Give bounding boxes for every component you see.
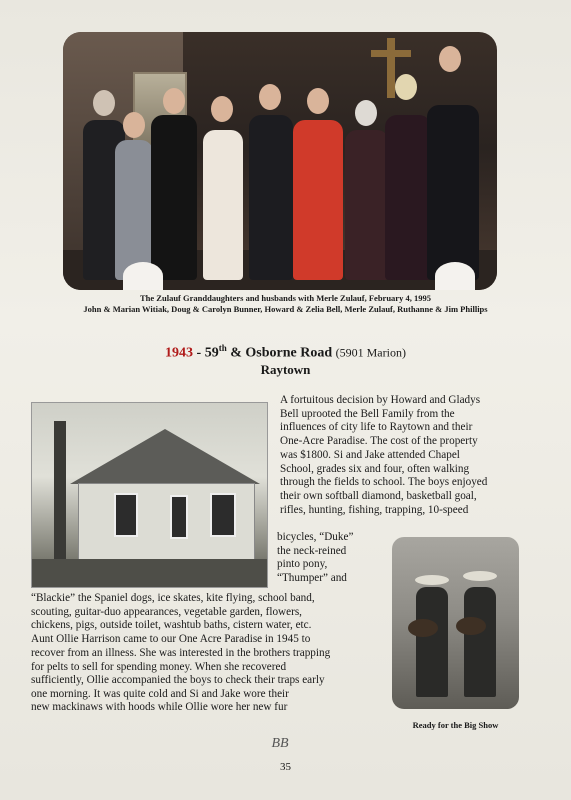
section-subtitle: Raytown: [260, 362, 311, 377]
text-line: Bell uprooted the Bell Family from the: [280, 407, 455, 420]
text-line: influences of city life to Raytown and their: [280, 421, 473, 434]
story-paragraph-end: [31, 674, 386, 715]
text-line: for pelts to sell for spending money. When she recovered: [31, 660, 287, 673]
section-title-part1: - 59: [193, 345, 219, 361]
text-line: was $1800. Si and Jake attended Chapel: [280, 448, 460, 461]
text-line: one morning. It was quite cold and Si and Jake wore their: [31, 687, 289, 700]
text-line: recover from an illness. She was interested in the brothers trapping: [31, 646, 331, 659]
text-line: chickens, pigs, outside toilet, washtub baths, cistern water, etc.: [31, 619, 312, 632]
monogram-mark: BB: [271, 736, 289, 751]
group-photo: [63, 32, 497, 290]
text-line: One-Acre Paradise. The cost of the property: [280, 435, 478, 448]
section-address: (5901 Marion): [335, 345, 406, 360]
text-line: their own softball diamond, basketball goal,: [280, 489, 477, 502]
story-paragraph-top: [280, 394, 523, 517]
text-line: sufficiently, Ollie accompanied the boys to check their traps early: [31, 674, 325, 686]
page-number: 35: [280, 761, 291, 773]
text-line: scouting, guitar-duo appearances, vegetable garden, flowers,: [31, 605, 302, 618]
section-heading: [0, 343, 571, 362]
section-title-part2: & Osborne Road: [226, 345, 336, 361]
text-line: “Thumper” and: [277, 572, 347, 585]
text-line: A fortuitous decision by Howard and Gladys: [280, 394, 481, 406]
text-line: the neck-reined: [277, 544, 347, 557]
text-line: School, grades six and four, often walking: [280, 462, 470, 475]
story-paragraph-mid: [277, 531, 387, 586]
boys-photo-caption: Ready for the Big Show: [412, 720, 499, 730]
story-paragraph-bottom: [31, 592, 523, 674]
section-title-sup: th: [218, 343, 227, 353]
text-line: pinto pony,: [277, 558, 328, 571]
section-year: 1943: [165, 345, 194, 361]
text-line: Aunt Ollie Harrison came to our One Acre Paradise in 1945 to: [31, 633, 311, 646]
text-line: bicycles, “Duke”: [277, 531, 354, 543]
text-line: “Blackie” the Spaniel dogs, ice skates, kite flying, school band,: [31, 592, 315, 604]
house-photo: [31, 402, 268, 588]
text-line: rifles, hunting, fishing, trapping, 10-speed: [280, 503, 469, 516]
group-photo-names: John & Marian Witiak, Doug & Carolyn Bunner, Howard & Zelia Bell, Merle Zulauf, Ruthanne & Jim Phillips: [83, 304, 488, 314]
text-line: through the fields to school. The boys enjoyed: [280, 476, 488, 489]
group-photo-caption: The Zulauf Granddaughters and husbands with Merle Zulauf, February 4, 1995: [140, 293, 431, 303]
text-line: new mackinaws with hoods while Ollie wore her new fur: [31, 701, 288, 714]
